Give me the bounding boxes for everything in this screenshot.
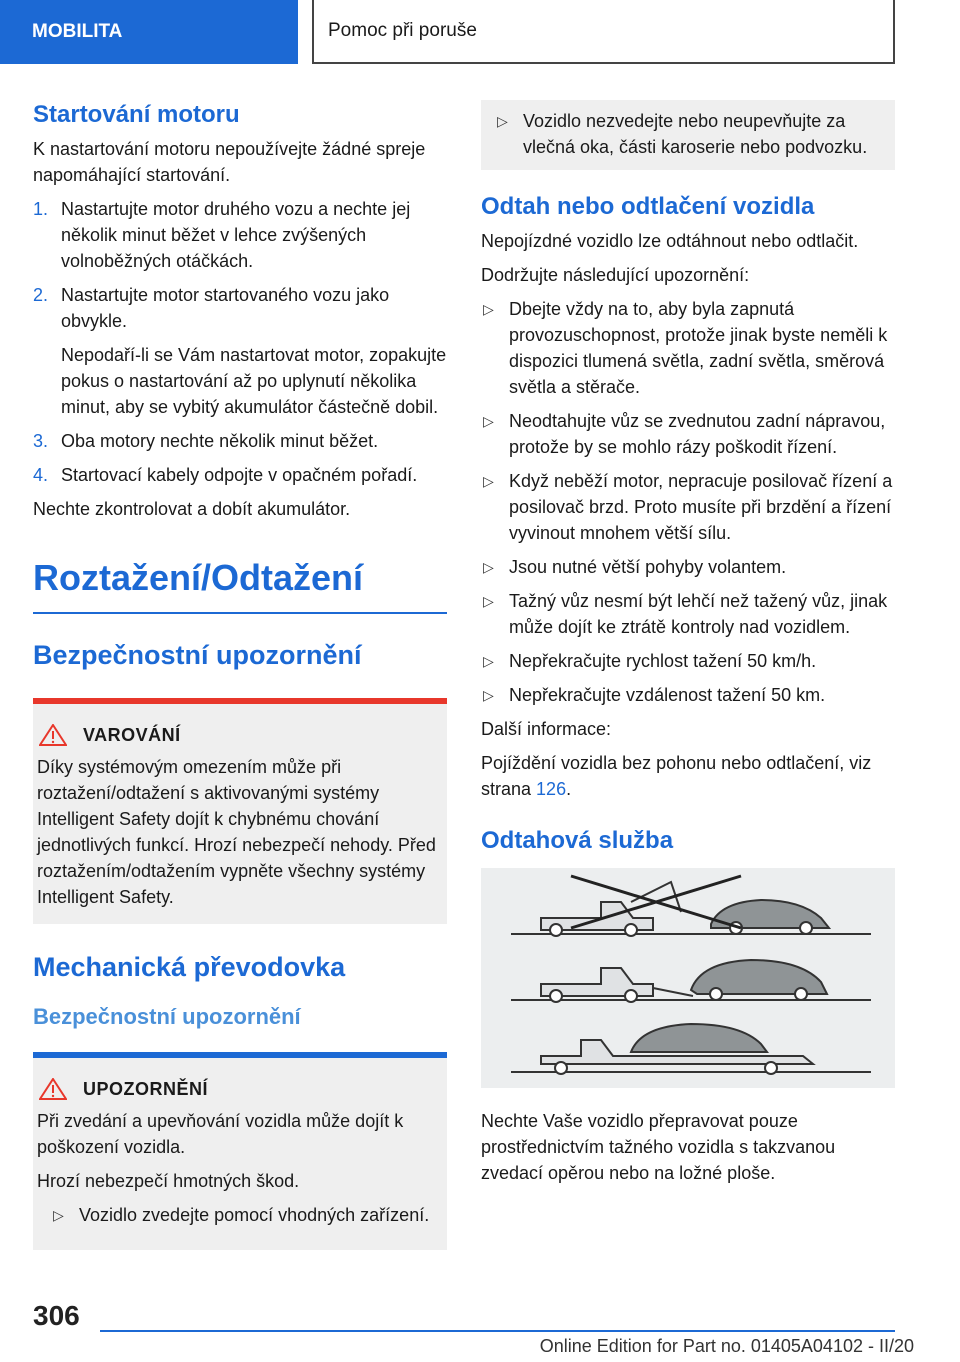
manual-safety-title: Bezpečnostní upozornění — [33, 1004, 301, 1029]
triangle-right-icon: ▷ — [497, 113, 508, 129]
footer-edition: Online Edition for Part no. 01405A04102 - II/20 — [539, 1336, 914, 1356]
warning-title: VAROVÁNÍ — [83, 725, 181, 745]
warning-triangle-icon — [39, 1078, 67, 1100]
tow-paragraph-2: Dodržujte následující upozornění: — [481, 265, 750, 285]
tow-bullets — [481, 296, 895, 708]
triangle-right-icon: ▷ — [483, 653, 494, 669]
tow-vehicles-image — [481, 868, 895, 1088]
tow-paragraph: Nepojízdné vozidlo lze odtáhnout nebo odtlačit. — [481, 231, 859, 251]
triangle-right-icon: ▷ — [483, 687, 494, 703]
list-item: ▷ Neodtahujte vůz se zvednutou zadní nápravou, protože by se mohlo rázy poškodit řízení. — [481, 408, 895, 460]
triangle-right-icon: ▷ — [483, 473, 494, 489]
chapter-title: Roztažení/Odtažení — [33, 556, 447, 614]
tow-title: Odtah nebo odtlačení vozidla — [481, 193, 815, 220]
page-reference: Pojíždění vozidla bez pohonu nebo odtlačení, viz strana 126. — [481, 753, 872, 799]
triangle-right-icon: ▷ — [53, 1207, 64, 1223]
start-outro: Nechte zkontrolovat a dobít akumulátor. — [33, 499, 351, 519]
list-item: ▷ Jsou nutné větší pohyby volantem. — [481, 554, 895, 580]
notice-bullets — [51, 1202, 437, 1228]
list-item: ▷ Vozidlo zvedejte pomocí vhodných zařízení. — [51, 1202, 437, 1228]
footer-rule — [100, 1330, 895, 1332]
list-item: ▷ Vozidlo nezvedejte nebo neupevňujte za vlečná oka, části karoserie nebo podvozku. — [495, 108, 881, 160]
notice-box-continued — [481, 100, 895, 170]
safety-title: Bezpečnostní upozornění — [33, 640, 362, 670]
step2-note: Nepodaří-li se Vám nastartovat motor, zopakujte pokus o nastartování až po uplynutí několika minut, aby se vybitý akumulátor částečně dobil. — [61, 345, 447, 417]
page-link[interactable]: 126 — [536, 779, 567, 799]
step-item: 2. Nastartujte motor startovaného vozu jako obvykle. — [33, 285, 390, 331]
service-text: Nechte Vaše vozidlo přepravovat pouze prostřednictvím tažného vozidla s takzvanou zvedací opěrou nebo na ložné ploše. — [481, 1111, 836, 1183]
step-item: 3. Oba motory nechte několik minut běžet. — [33, 431, 379, 451]
notice-title: UPOZORNĚNÍ — [83, 1079, 209, 1099]
triangle-right-icon: ▷ — [483, 301, 494, 317]
list-item: ▷ Tažný vůz nesmí být lehčí než tažený vůz, jinak může dojít ke ztrátě kontroly nad vozidlem. — [481, 588, 895, 640]
step-item: 1. Nastartujte motor druhého vozu a nechte jej několik minut běžet v lehce zvýšených volnoběžných otáčkách. — [33, 199, 411, 271]
triangle-right-icon: ▷ — [483, 593, 494, 609]
page-header — [0, 0, 960, 66]
more-info: Další informace: — [481, 719, 612, 739]
towing-illustration — [481, 868, 895, 1088]
list-item: ▷ Nepřekračujte vzdálenost tažení 50 km. — [481, 682, 895, 708]
left-column — [33, 100, 447, 1250]
warning-box — [33, 698, 447, 924]
warning-triangle-icon — [39, 724, 67, 746]
start-steps — [33, 196, 447, 334]
start-engine-title: Startování motoru — [33, 101, 240, 128]
list-item: ▷ Když neběží motor, nepracuje posilovač řízení a posilovač brzd. Proto musíte při brzdění a řízení vyvinout mnohem větší sílu. — [481, 468, 895, 546]
right-column — [481, 100, 895, 1194]
notice-text: Při zvedání a upevňování vozidla může dojít k poškození vozidla. — [37, 1111, 404, 1157]
list-item: ▷ Nepřekračujte rychlost tažení 50 km/h. — [481, 648, 895, 674]
chapter-tab — [312, 0, 895, 64]
step-item: 4. Startovací kabely odpojte v opačném pořadí. — [33, 465, 418, 485]
start-intro: K nastartování motoru nepoužívejte žádné spreje napomáhající startování. — [33, 139, 426, 185]
notice-box — [33, 1052, 447, 1250]
list-item: ▷ Dbejte vždy na to, aby byla zapnutá provozuschopnost, protože jinak byste neměli k dispozici tlumená světla, zadní světla, směrová světla a stěrače. — [481, 296, 895, 400]
triangle-right-icon: ▷ — [483, 413, 494, 429]
chapter-tab-label: Pomoc při poruše — [328, 20, 477, 41]
manual-transmission-title: Mechanická převodovka — [33, 952, 346, 982]
section-tab: MOBILITA — [0, 0, 298, 64]
notice-text-2: Hrozí nebezpečí hmotných škod. — [37, 1171, 300, 1191]
triangle-right-icon: ▷ — [483, 559, 494, 575]
page-number: 306 — [33, 1300, 80, 1331]
warning-text: Díky systémovým omezením může při roztažení/odtažení s aktivovanými systémy Intelligent Safety dojít k chybnému chování jednotlivých funkcí. Hrozí nebezpečí nehody. Před roztažením/odtažením vypněte všechny systémy Intelligent Safety. — [37, 757, 436, 907]
service-title: Odtahová služba — [481, 827, 674, 854]
start-steps-cont — [33, 428, 447, 488]
